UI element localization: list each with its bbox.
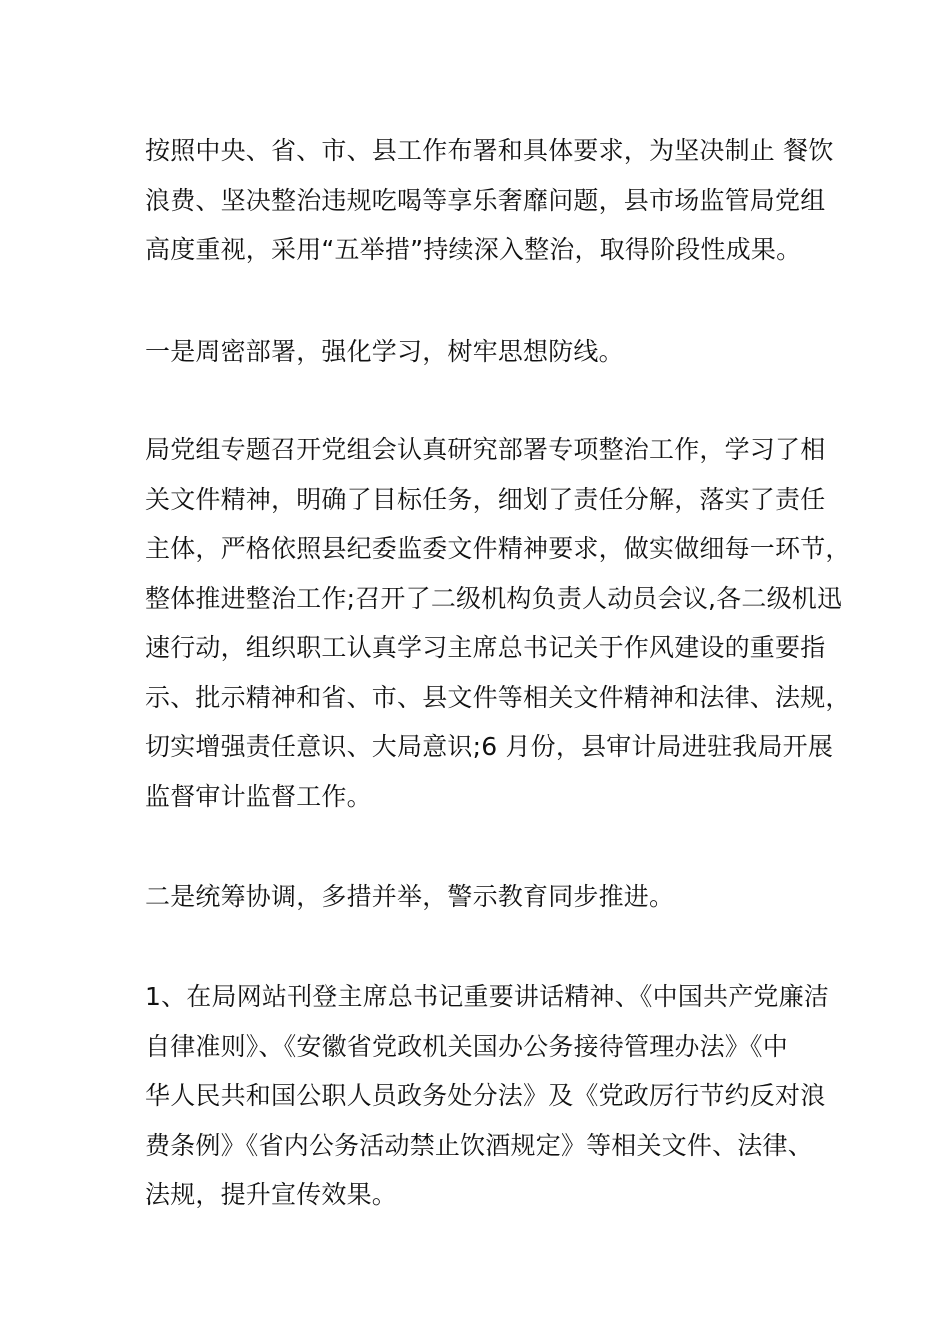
intro-paragraph xyxy=(145,126,835,275)
text-line: 速行动，组织职工认真学习主席总书记关于作风建设的重要指 xyxy=(145,633,826,662)
text-line: 二是统筹协调，多措并举，警示教育同步推进。 xyxy=(145,882,675,911)
text-line: 费条例》《省内公务活动禁止饮酒规定》等相关文件、法律、 xyxy=(145,1130,813,1160)
text-line: 高度重视，采用“五举措”持续深入整治，取得阶段性成果。 xyxy=(145,235,802,264)
text-line: 浪费、坚决整治违规吃喝等享乐奢靡问题，县市场监管局党组 xyxy=(145,185,826,215)
text-line: 按照中央、省、市、县工作布署和具体要求，为坚决制止 餐饮 xyxy=(145,136,834,165)
text-line: 1、在局网站刊登主席总书记重要讲话精神、《中国共产党廉洁 xyxy=(145,982,830,1011)
text-line: 切实增强责任意识、大局意识;6 月份，县审计局进驻我局开展 xyxy=(145,732,834,761)
section-two-item-one-paragraph xyxy=(145,972,835,1220)
text-line: 主体，严格依照县纪委监委文件精神要求，做实做细每一环节， xyxy=(145,534,851,563)
text-line: 局党组专题召开党组会认真研究部署专项整治工作，学习了相 xyxy=(145,435,826,464)
text-line: 法规，提升宣传效果。 xyxy=(145,1180,398,1209)
text-line: 示、批示精神和省、市、县文件等相关文件精神和法律、法规， xyxy=(145,682,851,712)
text-line: 监督审计监督工作。 xyxy=(145,781,372,811)
text-line: 自律准则》、《安徽省党政机关国办公务接待管理办法》《中 xyxy=(145,1031,788,1061)
section-heading-two xyxy=(145,872,835,922)
text-line: 华人民共和国公职人员政务处分法》及《党政厉行节约反对浪 xyxy=(145,1081,826,1110)
text-line: 整体推进整治工作;召开了二级机构负责人动员会议,各二级机迅 xyxy=(145,583,843,613)
section-one-body-paragraph xyxy=(145,425,851,821)
section-heading-one xyxy=(145,327,835,377)
text-line: 一是周密部署，强化学习，树牢思想防线。 xyxy=(145,337,624,366)
text-line: 关文件精神，明确了目标任务，细划了责任分解，落实了责任 xyxy=(145,484,826,514)
